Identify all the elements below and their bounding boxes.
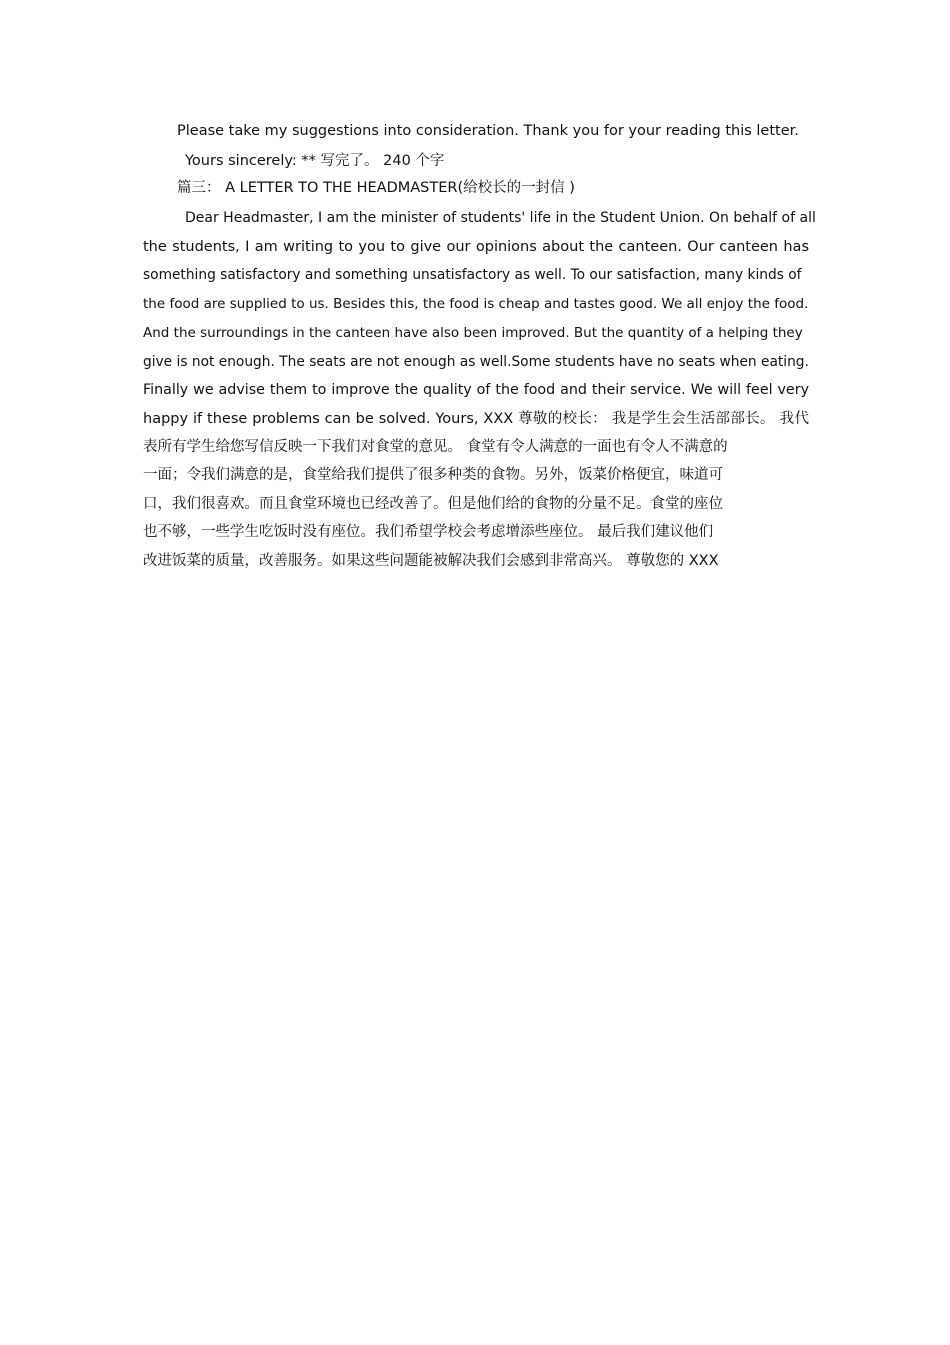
- body-line: Finally we advise them to improve the quality of the food and their service. We will feel very: [143, 382, 809, 398]
- body-line: something satisfactory and something unsatisfactory as well. To our satisfaction, many kinds of: [143, 267, 802, 283]
- body-line: the food are supplied to us. Besides this, the food is cheap and tastes good. We all enjoy the food.: [143, 296, 809, 312]
- body-line: 改进饭菜的质量，改善服务。如果这些问题能被解决我们会感到非常高兴。 尊敬您的 XXX: [143, 553, 719, 569]
- body-line: And the surroundings in the canteen have also been improved. But the quantity of a helping they: [143, 325, 803, 341]
- body-line: Dear Headmaster, I am the minister of students' life in the Student Union. On behalf of all: [185, 210, 816, 226]
- body-line: 表所有学生给您写信反映一下我们对食堂的意见。 食堂有令人满意的一面也有令人不满意的: [143, 439, 728, 455]
- closing-sentence: Please take my suggestions into consideration. Thank you for your reading this letter.: [177, 123, 799, 139]
- body-line: 一面；令我们满意的是，食堂给我们提供了很多种类的食物。另外，饭菜价格便宜，味道可: [143, 467, 723, 483]
- body-line: 也不够，一些学生吃饭时没有座位。我们希望学校会考虑增添些座位。 最后我们建议他们: [143, 524, 714, 540]
- section-heading: 篇三： A LETTER TO THE HEADMASTER(给校长的一封信 ): [177, 180, 575, 196]
- body-line: the students, I am writing to you to give our opinions about the canteen. Our canteen has: [143, 239, 809, 255]
- body-line: 口，我们很喜欢。而且食堂环境也已经改善了。但是他们给的食物的分量不足。食堂的座位: [143, 496, 723, 512]
- signature-line: Yours sincerely: ** 写完了。 240 个字: [185, 153, 445, 169]
- body-line: give is not enough. The seats are not enough as well.Some students have no seats when eating.: [143, 354, 809, 370]
- body-line: happy if these problems can be solved. Yours, XXX 尊敬的校长： 我是学生会生活部部长。 我代: [143, 411, 809, 427]
